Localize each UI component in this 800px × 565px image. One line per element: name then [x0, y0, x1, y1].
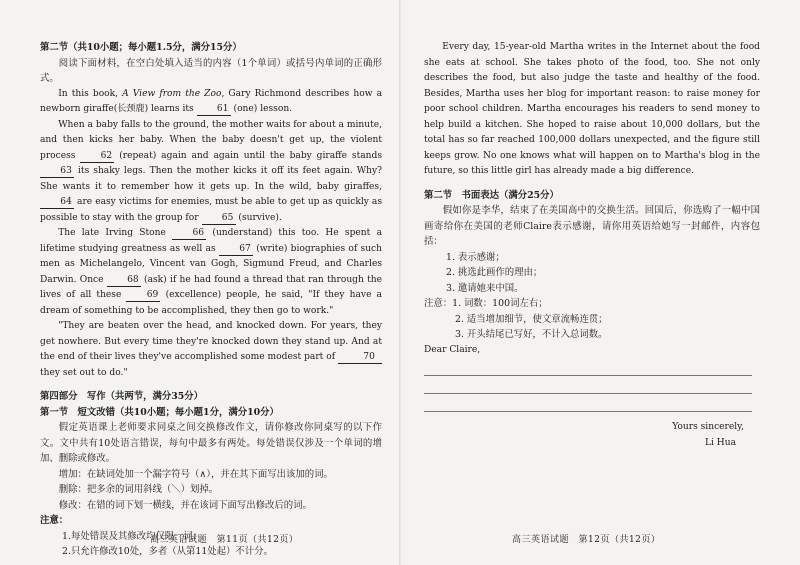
answer-line-1[interactable]: [424, 358, 752, 376]
task-point-2: 2. 挑选此画作的理由；: [446, 267, 543, 278]
writing-section-heading: 第二节 书面表达（满分25分）: [424, 189, 559, 201]
writing-note-3: 3. 开头结尾已写好，不计入总词数。: [455, 329, 608, 340]
book-title: A View from the Zoo: [122, 88, 222, 99]
writing-note-1: 注意：1. 词数：100词左右；: [424, 298, 548, 309]
letter-closing: Yours sincerely,: [672, 422, 744, 432]
right-page: [400, 0, 800, 565]
blank-69[interactable]: 69: [126, 290, 160, 302]
correction-passage: Every day, 15-year-old Martha writes in the Internet about the food she eats at school. She takes photo of the food, too. She not only describes the food, but also judge the taste and healthy of the food. Besides, Martha uses her blog for important reason: to raise money for poor school children. Martha encourages his readers to send money to help build a kitchen. She hoped to raise about 10,000 dollars, but the total has so far reached 100,000 dollars unexpected, and the figure still keeps grow. No one knows what will happen on to Martha's blog in the future, so this little girl has already made a big difference.: [424, 42, 760, 176]
blank-67[interactable]: 67: [219, 244, 253, 256]
modify-rule: 修改：在错的词下划一横线，并在该词下面写出修改后的词。: [58, 499, 312, 511]
answer-line-2[interactable]: [424, 376, 752, 394]
writing-note-2: 2. 适当增加细节，使文章流畅连贯；: [455, 313, 608, 325]
blank-62[interactable]: 62: [80, 151, 114, 163]
passage-paragraph-3: The late Irving Stone 66 (understand) this too. He spent a lifetime studying greatness as well as 67 (write) biographies of such men as Michelangelo, Vincent van Gogh, Sigmund Freud, and Charles Darwin. Once 68 (ask) if he had found a thread that ran through the lives of all these 69 (excellence) people, he said, "If they have a dream of something to be accomplished, they then go to work.": [40, 228, 382, 316]
section2-instructions: 阅读下面材料，在空白处填入适当的内容（1个单词）或括号内单词的正确形式。: [40, 57, 382, 84]
blank-66[interactable]: 66: [172, 228, 206, 240]
correction-instructions: 假定英语课上老师要求同桌之间交换修改作文，请你修改你同桌写的以下作文。文中共有10处语言错误，每句中最多有两处。每处错误仅涉及一个单词的增加、删除或修改。: [40, 422, 382, 464]
blank-64[interactable]: 64: [40, 197, 74, 209]
blank-68[interactable]: 68: [107, 275, 141, 287]
answer-line-3[interactable]: [424, 394, 752, 412]
note-1: 1.每处错误及其修改均仅限一词；: [62, 530, 203, 542]
passage-paragraph-2: When a baby falls to the ground, the mother waits for about a minute, and then kicks her baby. When the baby doesn't get up, the violent process 62 (repeat) again and again until the baby giraffe stands 63 its shaky legs. Then the mother kicks it off its feet again. Why? She wants it to remember how it gets up. In the wild, baby giraffes, 64 are easy victims for enemies, must be able to get up as quickly as possible to stay with the group for 65 (survive).: [40, 119, 382, 223]
section2-heading: 第二节（共10小题；每小题1.5分，满分15分）: [40, 42, 242, 53]
note-label: 注意：: [40, 515, 69, 526]
letter-signature: Li Hua: [704, 437, 736, 448]
delete-rule: 删除：把多余的词用斜线（＼）划掉。: [58, 484, 219, 495]
blank-61[interactable]: 61: [197, 104, 231, 116]
passage-paragraph-1: In this book, A View from the Zoo, Gary Richmond describes how a newborn giraffe(长颈鹿) learns its 61 (one) lesson.: [40, 88, 382, 114]
passage-paragraph-4: "They are beaten over the head, and knocked down. For years, they get nowhere. But every time they're knocked down they stand up. And at the end of their lives they've accomplished some modest part of 70 they set out to do.": [40, 321, 382, 378]
add-rule: 增加：在缺词处加一个漏字符号（∧），并在其下面写出该加的词。: [58, 468, 333, 480]
blank-65[interactable]: 65: [202, 213, 236, 225]
task-point-3: 3. 邀请她来中国。: [446, 282, 524, 294]
part4-section1-heading: 第一节 短文改错（共10小题；每小题1分，满分10分）: [40, 406, 279, 418]
task-point-1: 1. 表示感谢；: [446, 251, 505, 263]
right-page-footer: 高三英语试题 第12页（共12页）: [512, 535, 661, 545]
letter-salutation: Dear Claire,: [424, 344, 481, 355]
blank-70[interactable]: 70: [338, 352, 382, 364]
writing-task-intro: 假如你是李华，结束了在美国高中的交换生活。回国后，你选购了一幅中国画寄给你在美国的老师Claire表示感谢，请你用英语给她写一封邮件，内容包括：: [424, 205, 760, 247]
part4-heading: 第四部分 写作（共两节，满分35分）: [40, 391, 204, 402]
blank-63[interactable]: 63: [40, 166, 74, 178]
left-page-footer: 高三英语试题 第11页（共12页）: [150, 535, 299, 545]
note-2: 2.只允许修改10处，多者（从第11处起）不计分。: [62, 546, 273, 557]
